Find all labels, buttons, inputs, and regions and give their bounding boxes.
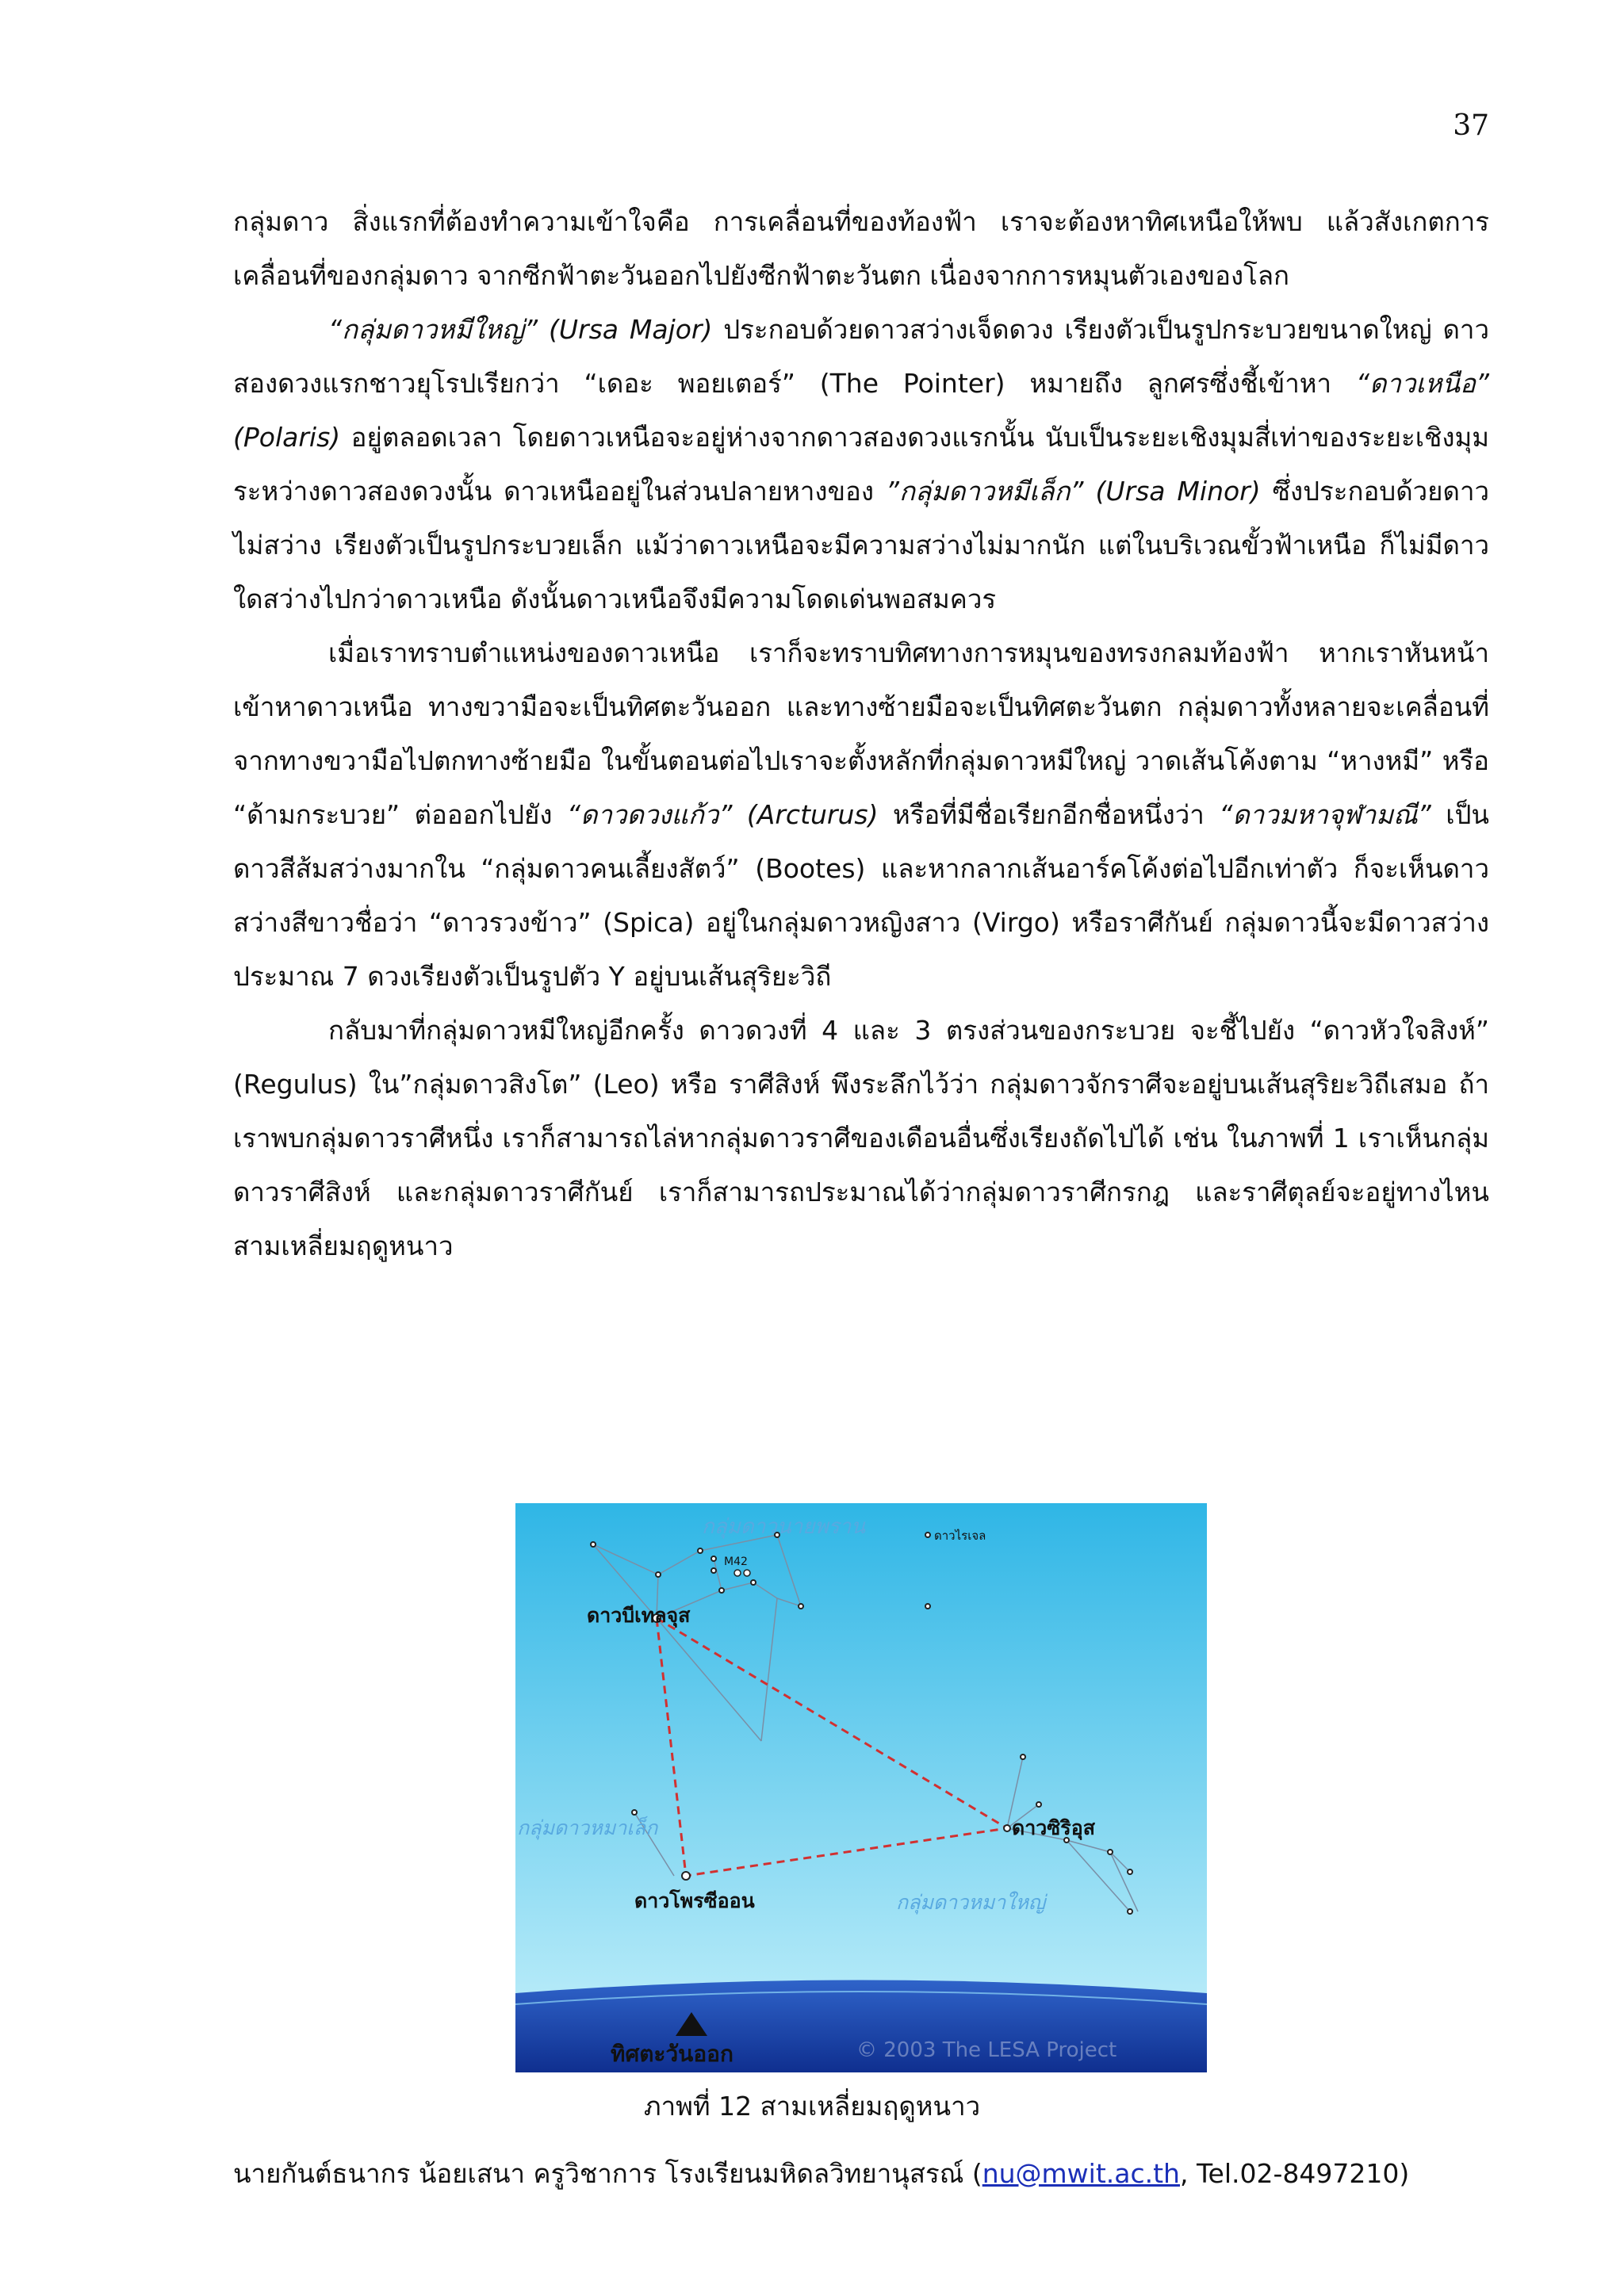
m42-label: M42 xyxy=(724,1556,748,1568)
text-run: หรือที่มีชื่อเรียกอีกชื่อหนึ่งว่า xyxy=(878,799,1220,830)
paragraph xyxy=(233,195,1489,303)
paragraph xyxy=(233,626,1489,1004)
rigel-label: ดาวไรเจล xyxy=(934,1529,986,1543)
italic-term: ”กลุ่มดาวหมีเล็ก” (Ursa Minor) xyxy=(885,476,1261,507)
betelgeuse-label: ดาวบีเทลจุส xyxy=(587,1604,691,1627)
footer-email-link[interactable]: nu@mwit.ac.th xyxy=(982,2158,1180,2189)
paragraph xyxy=(233,1004,1489,1273)
winter-triangle-figure xyxy=(515,1503,1207,2072)
text-run: เมื่อเราทราบตำแหน่งของดาวเหนือ เราก็จะทราบทิศทางการหมุนของทรงกลมท้องฟ้า หากเราหันหน้าเข้าหาดาวเหนือ ทางขวามือจะเป็นทิศตะวันออก และทางซ้ายมือจะเป็นทิศตะวันตก กลุ่มดาวทั้งหลายจะเคลื่อนที่จากทางขวามือไปตกทางซ้ายมือ ในขั้นตอนต่อไปเราจะตั้งหลักที่กลุ่มดาวหมีใหญ่ วาดเส้นโค้งตาม “หางหมี” หรือ “ด้ามกระบวย” ต่อออกไปยัง xyxy=(233,637,1489,830)
page-number: 37 xyxy=(1453,109,1489,142)
text-run: กลุ่มดาว สิ่งแรกที่ต้องทำความเข้าใจคือ การเคลื่อนที่ของท้องฟ้า เราจะต้องหาทิศเหนือให้พบ แล้วสังเกตการเคลื่อนที่ของกลุ่มดาว จากซีกฟ้าตะวันออกไปยังซีกฟ้าตะวันตก เนื่องจากการหมุนตัวเองของโลก xyxy=(233,206,1489,291)
italic-term: “ดาวเหนือ” (Polaris) xyxy=(233,368,1489,453)
watermark: © 2003 The LESA Project xyxy=(856,2038,1117,2062)
star-map xyxy=(515,1503,1207,2072)
east-label: ทิศตะวันออก xyxy=(611,2041,733,2067)
canis-minor-label: กลุ่มดาวหมาเล็ก xyxy=(517,1816,658,1839)
text-run: เป็นดาวสีส้มสว่างมากใน “กลุ่มดาวคนเลี้ยงสัตว์” (Bootes) และหากลากเส้นอาร์คโค้งต่อไปอีกเท่าตัว ก็จะเห็นดาวสว่างสีขาวชื่อว่า “ดาวรวงข้าว” (Spica) อยู่ในกลุ่มดาวหญิงสาว (Virgo) หรือราศีกันย์ กลุ่มดาวนี้จะมีดาวสว่างประมาณ 7 ดวงเรียงตัวเป็นรูปตัว Y อยู่บนเส้นสุริยะวิถี xyxy=(233,799,1489,992)
footer-author: นายกันต์ธนากร น้อยเสนา ครูวิชาการ โรงเรียนมหิดลวิทยานุสรณ์ ( xyxy=(233,2158,982,2189)
canis-major-label: กลุ่มดาวหมาใหญ่ xyxy=(896,1891,1046,1914)
sirius-label: ดาวซิริอุส xyxy=(1012,1816,1095,1839)
italic-term: “ดาวดวงแก้ว” (Arcturus) xyxy=(566,799,879,830)
text-run: ซึ่งประกอบด้วยดาวไม่สว่าง เรียงตัวเป็นรูปกระบวยเล็ก แม้ว่าดาวเหนือจะมีความสว่างไม่มากนัก แต่ในบริเวณขั้วฟ้าเหนือ ก็ไม่มีดาวใดสว่างไปกว่าดาวเหนือ ดังนั้นดาวเหนือจึงมีความโดดเด่นพอสมควร xyxy=(233,476,1490,614)
orion-label: กลุ่มดาวนายพราน xyxy=(702,1515,865,1539)
body-text xyxy=(233,195,1489,1273)
italic-term: “กลุ่มดาวหมีใหญ่” (Ursa Major) xyxy=(328,314,713,345)
text-run: กลับมาที่กลุ่มดาวหมีใหญ่อีกครั้ง ดาวดวงที่ 4 และ 3 ตรงส่วนของกระบวย จะชี้ไปยัง “ดาวหัวใจสิงห์” (Regulus) ใน”กลุ่มดาวสิงโต” (Leo) หรือ ราศีสิงห์ พึงระลึกไว้ว่า กลุ่มดาวจักราศีจะอยู่บนเส้นสุริยะวิถีเสมอ ถ้าเราพบกลุ่มดาวราศีหนึ่ง เราก็สามารถไล่หากลุ่มดาวราศีของเดือนอื่นซึ่งเรียงถัดไปได้ เช่น ในภาพที่ 1 เราเห็นกลุ่มดาวราศีสิงห์ และกลุ่มดาวราศีกันย์ เราก็สามารถประมาณได้ว่ากลุ่มดาวราศีกรกฎ และราศีตุลย์จะอยู่ทางไหนสามเหลี่ยมฤดูหนาว xyxy=(233,1015,1489,1261)
italic-term: “ดาวมหาจุฬามณี” xyxy=(1219,799,1431,830)
procyon-label: ดาวโพรซีออน xyxy=(634,1889,755,1912)
footer xyxy=(233,2152,1409,2195)
paragraph xyxy=(233,303,1489,626)
text-run: ประกอบด้วยดาวสว่างเจ็ดดวง เรียงตัวเป็นรูปกระบวยขนาดใหญ่ ดาวสองดวงแรกชาวยุโรปเรียกว่า “เดอะ พอยเตอร์” (The Pointer) หมายถึง ลูกศรซึ่งชี้เข้าหา xyxy=(233,314,1489,399)
figure-caption: ภาพที่ 12 สามเหลี่ยมฤดูหนาว xyxy=(643,2091,981,2122)
text-run: อยู่ตลอดเวลา โดยดาวเหนือจะอยู่ห่างจากดาวสองดวงแรกนั้น นับเป็นระยะเชิงมุมสี่เท่าของระยะเชิงมุมระหว่างดาวสองดวงนั้น ดาวเหนืออยู่ในส่วนปลายหางของ xyxy=(233,422,1489,507)
footer-phone: , Tel.02-8497210) xyxy=(1179,2158,1410,2189)
